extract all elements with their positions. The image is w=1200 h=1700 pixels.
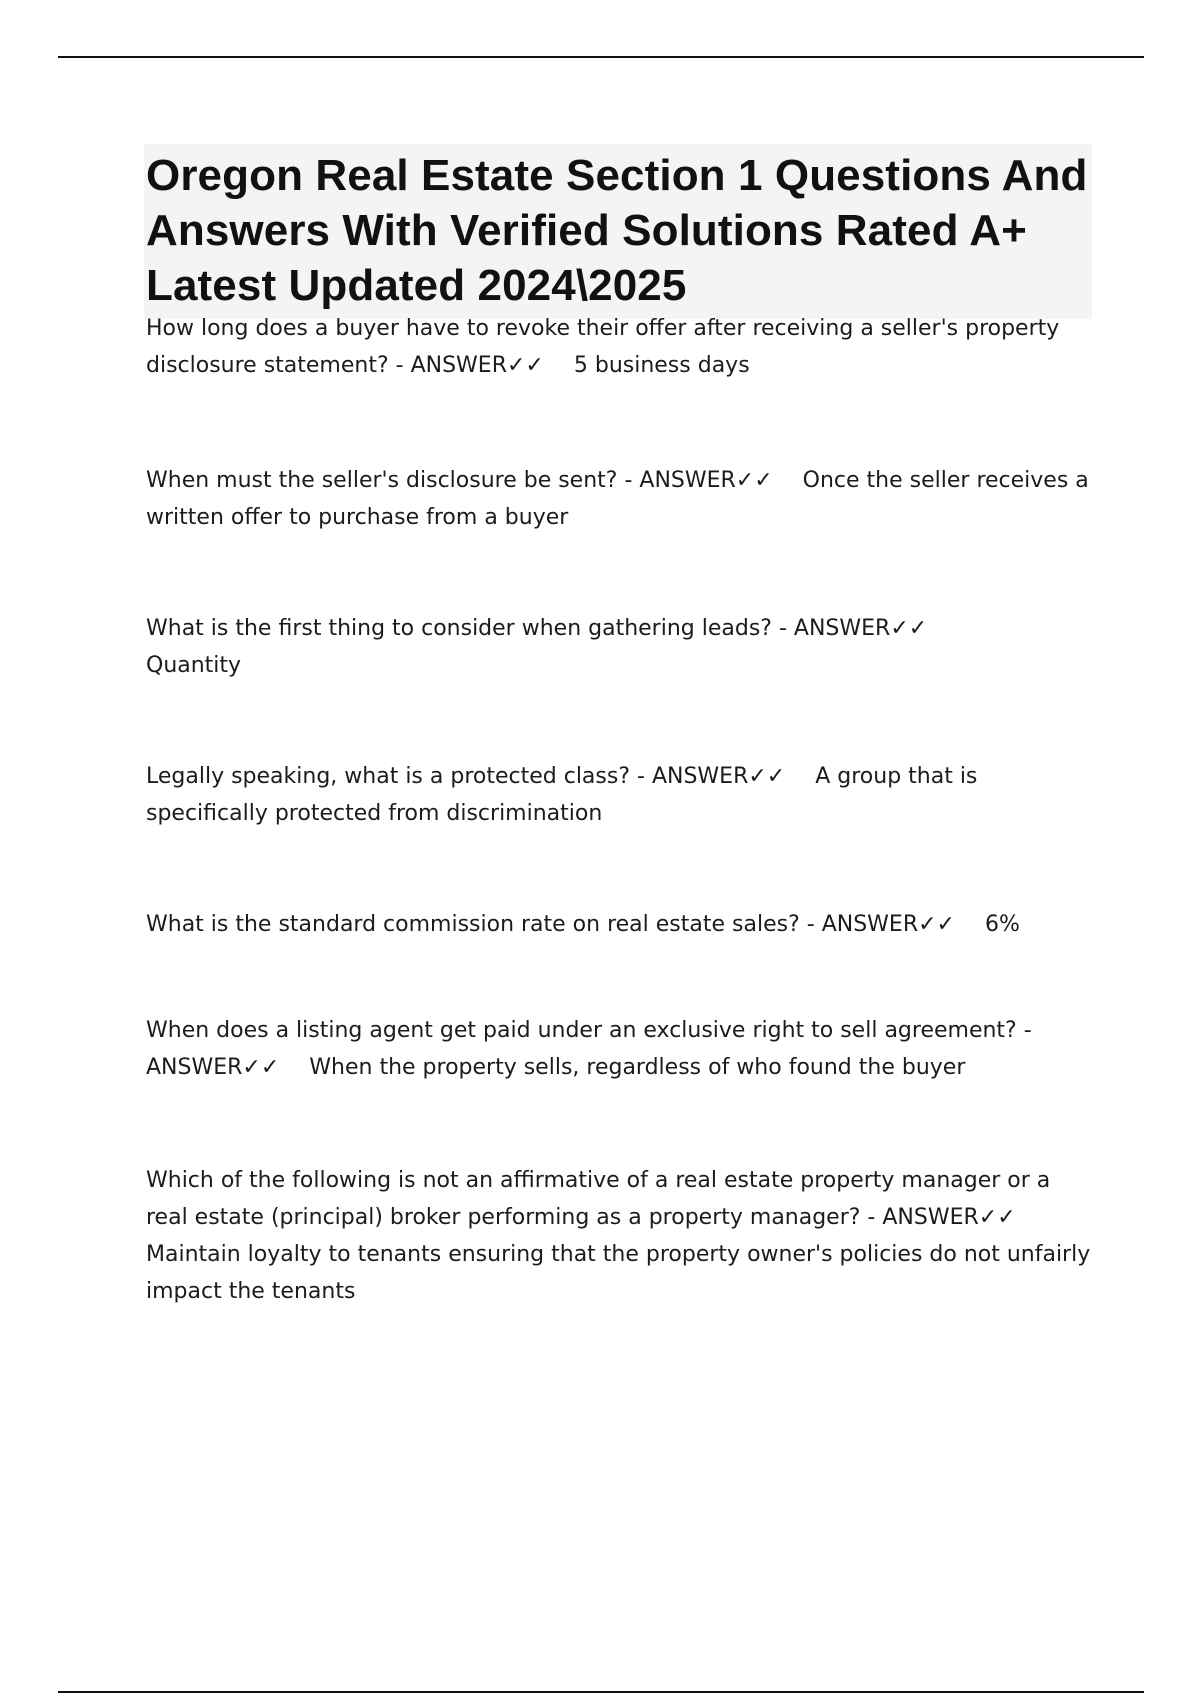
answer-text: 5 business days <box>573 353 750 378</box>
answer-text: Once the seller receives a written offer to purchase from a buyer <box>146 468 1089 530</box>
answer-marker: ANSWER✓✓ <box>821 912 955 937</box>
answer-marker: ANSWER✓✓ <box>793 616 928 641</box>
qa-item <box>146 1162 1096 1310</box>
qa-item <box>146 610 1096 684</box>
answer-marker: ANSWER✓✓ <box>410 353 544 378</box>
answer-text: 6% <box>984 912 1020 937</box>
qa-item <box>146 310 1096 384</box>
question-text: When must the seller's disclosure be sent? - <box>146 468 640 493</box>
answer-marker: ANSWER✓✓ <box>882 1205 1016 1230</box>
answer-marker: ANSWER✓✓ <box>639 468 773 493</box>
answer-text: Quantity <box>146 653 242 678</box>
question-text: What is the standard commission rate on real estate sales? - <box>146 912 822 937</box>
question-text: Legally speaking, what is a protected class? - <box>146 764 652 789</box>
qa-item <box>146 906 1096 943</box>
title-block <box>144 144 1092 319</box>
qa-item <box>146 1012 1096 1086</box>
footer-rule <box>58 1691 1144 1693</box>
answer-text: Maintain loyalty to tenants ensuring that the property owner's policies do not unfairly impact the tenants <box>146 1242 1091 1304</box>
question-text: When does a listing agent get paid under an exclusive right to sell agreement? - <box>146 1018 1032 1043</box>
header-rule <box>58 56 1144 58</box>
question-text: What is the first thing to consider when gathering leads? - <box>146 616 794 641</box>
qa-item <box>146 462 1096 536</box>
answer-marker: ANSWER✓✓ <box>651 764 786 789</box>
question-text: Which of the following is not an affirmative of a real estate property manager or a real estate (principal) broker performing as a property manager? - <box>146 1168 1051 1230</box>
answer-marker: ANSWER✓✓ <box>146 1055 280 1080</box>
answer-text: When the property sells, regardless of who found the buyer <box>309 1055 966 1080</box>
answer-text: A group that is specifically protected from discrimination <box>146 764 978 826</box>
question-text: How long does a buyer have to revoke their offer after receiving a seller's property disclosure statement? - <box>146 316 1060 378</box>
document-title: Oregon Real Estate Section 1 Questions And Answers With Verified Solutions Rated A+ Latest Updated 2024\2025 <box>146 151 1088 310</box>
qa-item <box>146 758 1096 832</box>
